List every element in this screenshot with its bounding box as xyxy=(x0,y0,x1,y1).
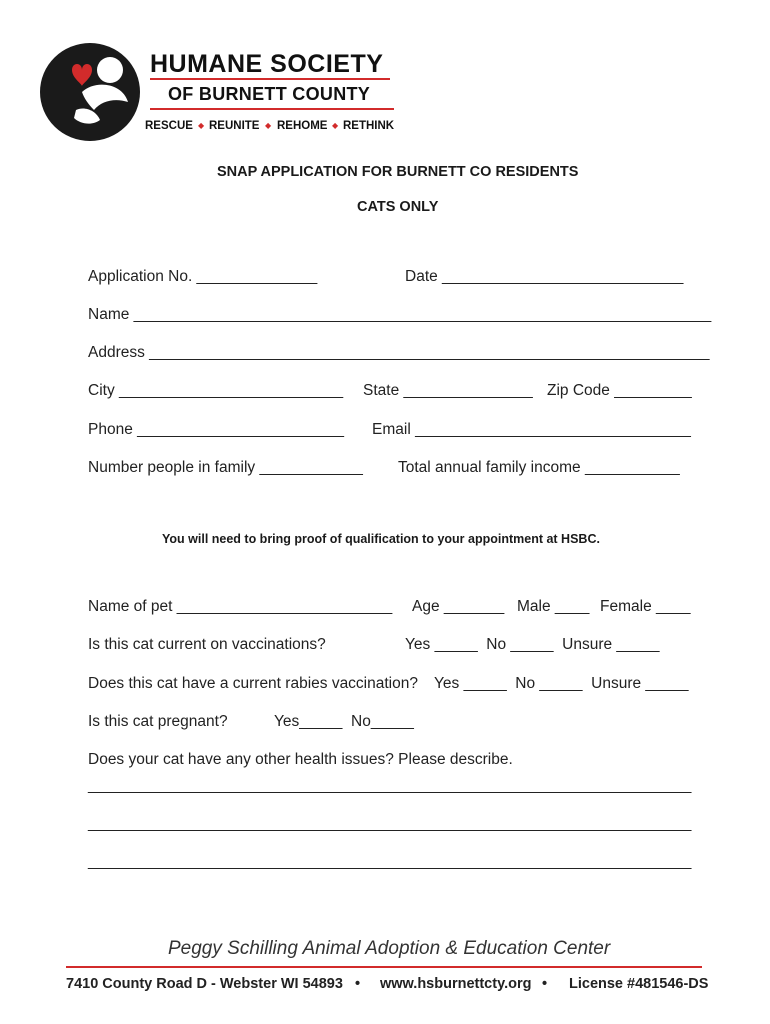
health-issues-line[interactable]: ______________________________________________________________________ xyxy=(88,853,692,870)
proof-notice: You will need to bring proof of qualification to your appointment at HSBC. xyxy=(162,532,600,546)
health-issues-line[interactable]: ______________________________________________________________________ xyxy=(88,777,692,794)
health-issues-line[interactable]: ______________________________________________________________________ xyxy=(88,815,692,832)
phone-field[interactable]: Phone ________________________ xyxy=(88,421,345,438)
application-no-field[interactable]: Application No. ______________ xyxy=(88,268,318,285)
footer-website[interactable]: www.hsburnettcty.org xyxy=(380,976,532,992)
name-field[interactable]: Name ___________________________________________________________________ xyxy=(88,306,712,323)
pregnant-question: Is this cat pregnant? xyxy=(88,713,228,730)
email-field[interactable]: Email ________________________________ xyxy=(372,421,691,438)
family-income-field[interactable]: Total annual family income ___________ xyxy=(398,459,680,476)
rabies-question: Does this cat have a current rabies vaccination? xyxy=(88,675,418,692)
city-field[interactable]: City __________________________ xyxy=(88,382,344,399)
state-field[interactable]: State _______________ xyxy=(363,382,533,399)
vaccination-question: Is this cat current on vaccinations? xyxy=(88,636,326,653)
org-name-line2: OF BURNETT COUNTY xyxy=(168,84,371,104)
header-divider xyxy=(150,78,390,80)
footer-address: 7410 County Road D - Webster WI 54893 xyxy=(66,976,343,992)
tagline-rescue: RESCUE xyxy=(145,120,193,132)
date-field[interactable]: Date ____________________________ xyxy=(405,268,684,285)
org-name-line1: HUMANE SOCIETY xyxy=(150,50,384,78)
footer-bullet-icon: • xyxy=(355,976,361,992)
pet-female-field[interactable]: Female ____ xyxy=(600,598,691,615)
pregnant-answers[interactable]: Yes_____ No_____ xyxy=(274,713,414,730)
tagline-bullet-icon: ◆ xyxy=(265,121,272,130)
footer-license: License #481546-DS xyxy=(569,976,709,992)
pet-name-field[interactable]: Name of pet _________________________ xyxy=(88,598,393,615)
tagline-bullet-icon: ◆ xyxy=(332,121,339,130)
tagline-rehome: REHOME xyxy=(277,120,328,132)
vaccination-answers[interactable]: Yes _____ No _____ Unsure _____ xyxy=(405,636,660,653)
zip-field[interactable]: Zip Code _________ xyxy=(547,382,692,399)
tagline-bullet-icon: ◆ xyxy=(198,121,205,130)
rabies-answers[interactable]: Yes _____ No _____ Unsure _____ xyxy=(434,675,689,692)
logo-person-head xyxy=(97,57,123,83)
people-in-family-field[interactable]: Number people in family ____________ xyxy=(88,459,363,476)
form-subtitle: CATS ONLY xyxy=(357,199,439,215)
header-divider-lower xyxy=(150,108,394,110)
form-title: SNAP APPLICATION FOR BURNETT CO RESIDENTS xyxy=(217,164,579,180)
address-field[interactable]: Address _________________________________________________________________ xyxy=(88,344,710,361)
tagline-rethink: RETHINK xyxy=(343,120,395,132)
pet-age-field[interactable]: Age _______ xyxy=(412,598,505,615)
tagline-reunite: REUNITE xyxy=(209,120,260,132)
pet-male-field[interactable]: Male ____ xyxy=(517,598,590,615)
footer-center-name: Peggy Schilling Animal Adoption & Education Center xyxy=(168,938,611,959)
footer-divider xyxy=(66,966,702,968)
health-issues-question: Does your cat have any other health issues? Please describe. xyxy=(88,751,513,768)
footer-bullet-icon: • xyxy=(542,976,548,992)
humane-society-logo xyxy=(38,40,142,142)
